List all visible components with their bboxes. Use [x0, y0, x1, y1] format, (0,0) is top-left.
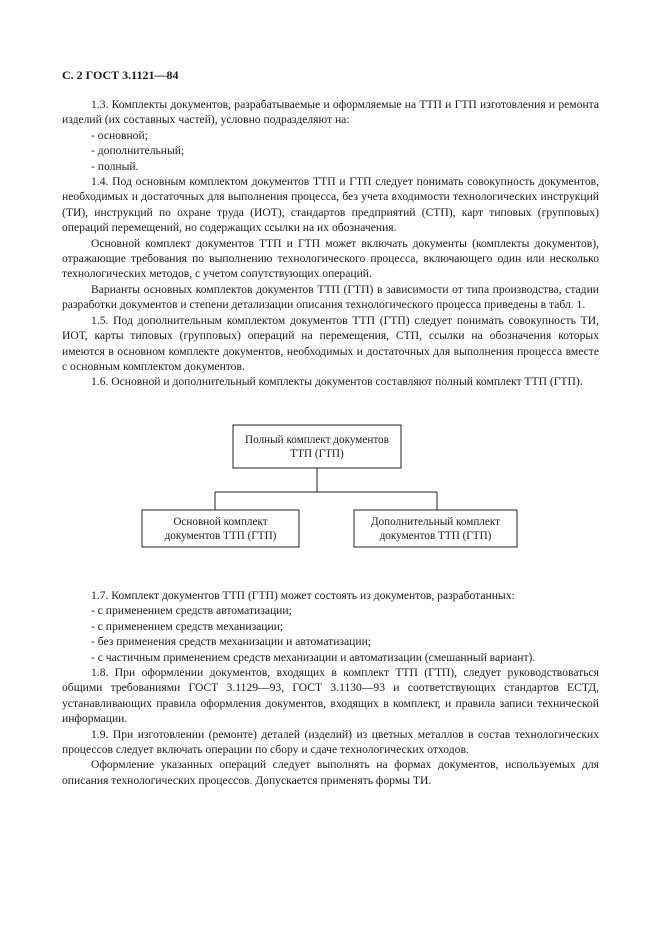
text-section-2 [62, 588, 599, 788]
paragraph-1-3: 1.3. Комплекты документов, разрабатываемые и оформляемые на ТТП и ГТП изготовления и ремонта изделий (их составных частей), условно подразделяют на: [62, 98, 599, 127]
list-item-mechanization: - с применением средств механизации; [91, 619, 284, 633]
list-item-automation: - с применением средств автоматизации; [91, 604, 292, 618]
paragraph-1-7: 1.7. Комплект документов ТТП (ГТП) может состоять из документов, разработанных: [91, 589, 515, 602]
paragraph-1-8: 1.8. При оформлении документов, входящих в комплект ТТП (ГТП), следует руководствоваться общими требованиями ГОСТ 3.1129—93, ГОСТ 3.1130—93 и соответствующих стандартов ЕСТД, устанавливающих правила оформления документов, входящих в комплект, и правила записи технической информации. [62, 666, 599, 726]
full-kit-label [233, 433, 401, 461]
main-kit-label-line-2: документов ТТП (ГТП) [164, 530, 277, 542]
list-item-manual: - без применения средств механизации и автоматизации; [91, 635, 371, 649]
list-item-full: - полный. [91, 159, 139, 173]
additional-kit-label-line-2: документов ТТП (ГТП) [379, 530, 492, 542]
list-item-main: - основной; [91, 128, 148, 142]
text-section-1 [62, 97, 599, 390]
full-kit-label-line-1: Полный комплект документов [245, 434, 389, 446]
full-kit-label-line-2: ТТП (ГТП) [290, 448, 344, 460]
additional-kit-label-line-1: Дополнительный комплект [370, 516, 501, 528]
main-kit-label-line-1: Основной комплект [173, 516, 268, 528]
paragraph-1-9: 1.9. При изготовлении (ремонте) деталей (изделий) из цветных металлов в состав технологических процессов следует включать операции по сбору и сдаче технологических отходов. [62, 727, 599, 757]
list-item-mixed: - с частичным применением средств механизации и автоматизации (смешанный вариант). [91, 650, 536, 664]
paragraph-1-5: 1.5. Под дополнительным комплектом документов ТТП (ГТП) следует понимать совокупность ТИ, ИОТ, карты типовых (групповых) операций на перемещения, СТП, ссылки на обозначения которых имеются в основном комплекте документов, необходимых и достаточных для выполнения процесса вместе с основным комплектом документов. [62, 313, 599, 373]
page-header: С. 2 ГОСТ 3.1121—84 [62, 68, 179, 82]
paragraph-1-6: 1.6. Основной и дополнительный комплекты документов составляют полный комплект ТТП (ГТП). [91, 375, 583, 389]
paragraph-operations-forms: Оформление указанных операций следует выполнять на формах документов, используемых для описания технологических процессов. Допускается применять формы ТИ. [62, 758, 599, 787]
additional-kit-label [354, 515, 517, 543]
list-item-additional: - дополнительный; [91, 144, 185, 158]
paragraph-1-4: 1.4. Под основным комплектом документов ТТП и ГТП следует понимать совокупность документов, необходимых и достаточных для выполнения процесса, без учета входимости технологических инструкций (ТИ), инструкций по охране труда (ИОТ), стандартов предприятий (СТП), карт типовых (групповых) операций перемещений, но содержащих ссылки на их обозначения. [62, 175, 599, 235]
paragraph-variants: Варианты основных комплектов документов ТТП (ГТП) в зависимости от типа производства, стадии разработки документов и степени детализации описания технологического процесса приведены в табл. 1. [62, 282, 599, 312]
paragraph-main-kit: Основной комплект документов ТТП и ГТП может включать документы (комплекты документов), отражающие требования по выполнению технологического процесса, включающего один или несколько технологических методов, с учетом сопутствующих операций. [62, 236, 599, 281]
main-kit-label [142, 515, 299, 543]
